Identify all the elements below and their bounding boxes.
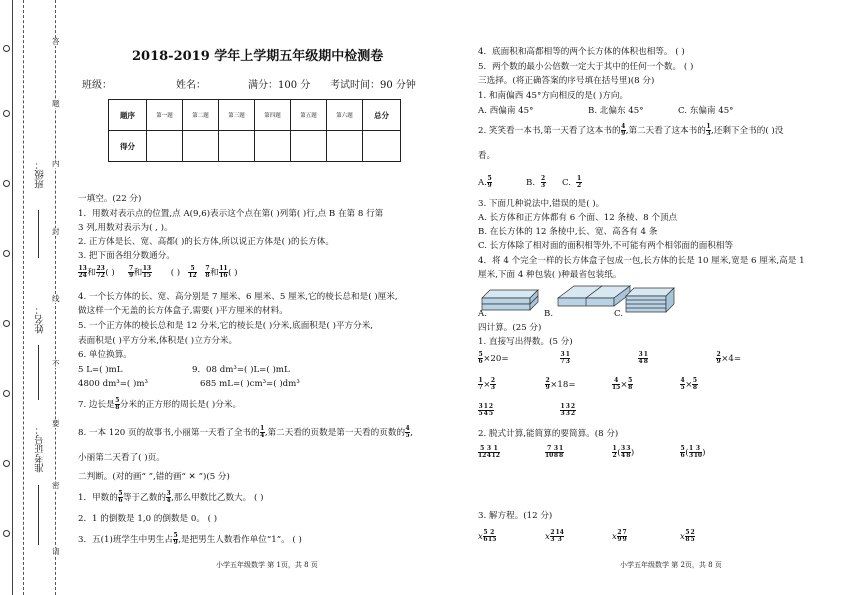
fraction: $\frac{13}{24}$ [78,265,87,279]
judge-item: 5．两个数的最小公倍数一定大于其中的任何一个数。 ( ) [478,62,694,72]
fraction: $\frac{13}{15}$ [142,265,152,279]
question-text: 3. 把下面各组分数通分。 [78,251,175,261]
fraction: $\frac{5}{6}$ [478,351,483,365]
choice-option: B. 在长方体的 12 条棱中,长、宽、高各有 4 条 [478,227,658,237]
calc-item [478,404,494,417]
fraction: $\frac{5}{8}$ [685,529,690,543]
fraction: $\frac{2}{5}$ [488,403,494,417]
fraction: $\frac{5}{9}$ [487,175,492,189]
score-col-header: 第六题 [327,100,363,131]
question-text-part: 3．五(1)班学生中男生占 [78,535,173,545]
question-text: 厘米,下面 4 种包装( )种最省包装纸。 [478,270,622,280]
question-text-part: ,是把男生人数看作单位“1”。 ( ) [178,535,302,545]
binding-hole [3,320,10,327]
unit-conversion: 4800 dm³=( )m³ [78,379,148,389]
question-text: 1．用数对表示点的位置,点 A(9,6)表示这个点在第( )列第( )行,点 B 在第 8 行第 [78,209,384,219]
fraction: $\frac{3}{4}$ [638,351,643,365]
question-text: 6. 单位换算。 [78,350,132,360]
fraction: $\frac{5}{6}$ [483,529,488,543]
package-option-label: C. [614,309,624,319]
section-title: 一填空。(22 分) [78,194,142,204]
seal-char: 内 [52,159,60,168]
fraction: $\frac{1}{2}$ [612,445,617,459]
option-letter: C. [562,178,572,188]
question-text: 4. 一个长方体的长、宽、高分别是 7 厘米、6 厘米、5 厘米,它的棱长总和是( )厘米, [78,292,398,302]
package-b-boxes [558,286,630,306]
judge-item: 4．底面积和高都相等的两个长方体的体积也相等。 ( ) [478,47,685,57]
question-text: 做这样一个无盖的长方体盒子,需要( )平方厘米的材料。 [78,306,288,316]
fraction-joiner: 和 [87,268,96,278]
question-text: 3. 下面几种说法中,错误的是( )。 [478,199,605,209]
calc-item [478,446,500,459]
answer-blank: ( ) [228,268,238,278]
fraction: $\frac{14}{3}$ [555,529,564,543]
fraction: $\frac{2}{2}$ [570,403,576,417]
binding-outer-line [12,0,13,595]
seal-char: 线 [52,294,60,303]
name-blank [38,345,39,400]
fraction: $\frac{5}{9}$ [173,532,178,546]
question-text-part: 7. 边长是 [78,400,115,410]
class-blank [38,210,39,258]
answer-blank: ( ) [105,268,115,278]
score-cell[interactable] [363,131,401,162]
fraction: $\frac{5}{12}$ [478,445,487,459]
judge-item [78,491,263,504]
fraction: $\frac{1}{4}$ [483,403,488,417]
fraction: $\frac{2}{5}$ [690,529,695,543]
fraction: $\frac{7}{10}$ [545,445,554,459]
question-text: 3 列,用数对表示为( , )。 [78,223,173,233]
fraction: $\frac{3}{5}$ [478,403,483,417]
fraction: $\frac{5}{8}$ [115,397,120,411]
binding-hole [3,250,10,257]
question-text-part: ,那么甲数比乙数大。 ( ) [171,493,264,503]
question-text-part: ,第二天看了这本书的 [625,126,706,136]
calc-item [560,404,576,417]
choice-option: A. 长方体和正方体都有 6 个面、12 条棱、8 个顶点 [478,213,678,223]
question-text: 1. 和南偏西 45°方向相反的是( )方向。 [478,91,629,101]
answer-blank: ( ) [170,268,181,278]
question-text: 表面积是( )平方分米,体积是( )立方分米。 [78,336,238,346]
fraction: $\frac{1}{2}$ [576,175,582,189]
package-options-figure [478,282,818,318]
calc-op: × [685,380,693,390]
fraction: $\frac{1}{3}$ [560,403,565,417]
calc-item: $\frac{1}{2}$ ( $\frac{3}{4}$ $\frac{3}{8}$ ) [612,445,635,459]
calc-item: $\frac{5}{6}$ ( $\frac{1}{3}$ $\frac{3}{10}$ ) [680,445,706,459]
exam-time: 考试时间：90 分钟 [330,80,416,91]
question-text: 4．将 4 个完全一样的长方体盒子包成一包,长方体的长是 10 厘米,宽是 6 厘米,高是 1 [478,256,805,266]
seal-char: 密 [52,481,60,490]
equation-item: x $\frac{5}{6}$ $\frac{2}{15}$ [478,529,497,543]
seal-char: 不 [52,359,60,368]
question-text-part: 2. 笑笑看一本书,第一天看了这本书的 [478,126,621,136]
fraction: $\frac{1}{8}$ [643,351,648,365]
question-text [78,398,241,411]
score-table-row-label: 题序 [109,100,147,131]
fraction: $\frac{5}{6}$ [118,490,123,504]
fraction: $\frac{3}{7}$ [560,351,565,365]
judge-item [78,533,302,546]
package-a-boxes [482,290,538,310]
equation-item: x $\frac{2}{3}$ $\frac{14}{3}$ [545,529,564,543]
fraction: $\frac{1}{12}$ [491,445,500,459]
equation-item: x $\frac{2}{9}$ $\frac{7}{9}$ [612,529,627,543]
binding-hole [3,45,10,52]
page-footer: 小学五年级数学 第 2页，共 8 页 [620,561,722,569]
question-text: 看。 [478,151,496,161]
fraction: $\frac{2}{3}$ [550,529,555,543]
score-cell[interactable] [255,131,291,162]
fraction: $\frac{1}{3}$ [706,123,711,137]
section-title: 四计算。(25 分) [478,323,542,333]
score-col-header: 第三题 [219,100,255,131]
calc-item [716,352,741,365]
page-footer: 小学五年级数学 第 1页，共 8 页 [216,561,318,569]
fraction: $\frac{7}{9}$ [128,265,134,279]
section-title: 三选择。(将正确答案的序号填在括号里)(8 分) [478,76,655,86]
binding-hole [3,530,10,537]
seal-char: 要 [52,419,60,428]
score-col-header: 总分 [363,100,401,131]
calc-op: ×20= [483,354,509,364]
question-text: 2. 正方体是长、宽、高都( )的长方体,所以说正方体是( )的长方体。 [78,237,334,247]
name-field: 姓名： [176,80,206,91]
page-title: 2018-2019 学年上学期五年级期中检测卷 [132,49,384,64]
score-col-header: 第四题 [255,100,291,131]
choice-option [526,176,546,189]
fraction: $\frac{3}{3}$ [565,403,570,417]
fraction: $\frac{3}{4}$ [621,445,626,459]
score-col-header: 第一题 [147,100,183,131]
fraction: $\frac{4}{15}$ [612,377,621,391]
fraction: $\frac{4}{9}$ [621,123,626,137]
question-text-part: 分米的正方形的周长是( )分米。 [119,400,242,410]
judge-item: 2．1 的倒数是 1,0 的倒数是 0。 ( ) [78,514,218,524]
calc-item [560,352,570,365]
fraction-joiner: 和 [133,268,143,278]
fraction-row [78,266,238,279]
fraction: $\frac{3}{4}$ [486,445,492,459]
fraction: $\frac{2}{9}$ [716,351,721,365]
fraction: $\frac{1}{3}$ [689,445,694,459]
question-text [478,124,783,137]
fraction: $\frac{3}{10}$ [693,445,703,459]
id-label: 准考证号： [35,425,46,473]
calc-item [478,352,509,365]
package-option-label: B. [544,309,554,319]
fraction: $\frac{1}{7}$ [478,377,483,391]
id-blank [38,485,39,545]
fraction: $\frac{1}{3}$ [565,351,570,365]
full-score: 满分：100 分 [248,80,311,91]
fraction: $\frac{3}{4}$ [166,490,171,504]
fraction: $\frac{2}{9}$ [617,529,622,543]
score-cell[interactable] [219,131,255,162]
fraction: $\frac{2}{3}$ [490,377,496,391]
fraction: $\frac{2}{15}$ [488,529,497,543]
fraction: $\frac{4}{5}$ [405,425,410,439]
choice-option: C. 长方体除了相对面的面积相等外,不可能有两个相邻面的面积相等 [478,241,734,251]
seal-char: 请 [52,547,60,556]
fraction: $\frac{5}{8}$ [628,377,633,391]
fraction: $\frac{3}{8}$ [553,445,559,459]
choice-option: C. 东偏南 45° [678,106,734,116]
question-text: 小丽第二天看了( )页。 [78,453,165,463]
question-text-part: ,第二天看的页数是第一天看的页数的 [264,428,406,438]
fraction: $\frac{1}{8}$ [559,445,564,459]
binding-hole [3,390,10,397]
calc-item: $\frac{1}{7}$ × $\frac{2}{3}$ [478,377,496,391]
calc-op: ×4= [721,354,742,364]
calc-item: $\frac{4}{15}$ × $\frac{5}{8}$ [612,377,633,391]
fraction: $\frac{2}{3}$ [541,175,546,189]
fraction: $\frac{5}{6}$ [680,445,685,459]
choice-option: A. 西偏南 45° [478,106,534,116]
score-cell[interactable] [183,131,219,162]
seal-char: 封 [52,227,60,236]
score-table [108,99,401,162]
fraction: $\frac{5}{8}$ [692,377,698,391]
package-option-label: A. [478,309,487,319]
question-text: 5. 一个正方体的棱长总和是 12 分米,它的棱长是( )分米,底面积是( )平方分米, [78,321,374,331]
question-text-part: ,还剩下全书的( )没 [711,126,784,136]
question-text-part: 等于乙数的 [123,493,167,503]
option-letter: A. [478,178,487,188]
fraction: $\frac{1}{4}$ [260,425,265,439]
choice-option [562,176,582,189]
equation-item: x $\frac{5}{8}$ $\frac{2}{5}$ [680,529,695,543]
calc-item [638,352,648,365]
question-text-part: , [410,428,413,438]
binding-hole [3,110,10,117]
section-title: 二判断。(对的画“ ”,错的画“ ✕ ”)(5 分) [78,472,230,482]
fraction: $\frac{2}{9}$ [545,377,550,391]
binding-hole [3,180,10,187]
name-label: 姓名： [35,305,46,334]
calc-item [680,378,698,391]
choice-option: B. 北偏东 45° [588,106,644,116]
fraction: $\frac{11}{16}$ [219,265,228,279]
question-text: 2. 脱式计算,能简算的要简算。(8 分) [478,429,619,439]
class-field: 班级： [82,80,112,91]
score-table-row-label: 得分 [109,131,147,162]
unit-conversion: 9．08 dm³=( )L=( )mL [192,365,290,375]
fraction: $\frac{3}{8}$ [626,445,631,459]
binding-dashed-line [23,0,24,595]
fraction: $\frac{23}{72}$ [96,265,105,279]
score-col-header: 第二题 [183,100,219,131]
fraction: $\frac{7}{8}$ [205,265,210,279]
calc-item [545,378,576,391]
question-text-part: 1．甲数的 [78,493,118,503]
question-text: 3. 解方程。(12 分) [478,511,553,521]
fraction: $\frac{7}{9}$ [622,529,627,543]
seal-char: 答 [52,37,60,46]
option-letter: B. [526,178,536,188]
choice-option [478,176,492,189]
unit-conversion: 5 L=( )mL [78,365,123,375]
question-text [78,426,413,439]
class-label: 班级： [35,160,46,189]
fraction: $\frac{5}{12}$ [188,265,197,279]
question-text-part: 8. 一本 120 页的故事书,小丽第一天看了全书的 [78,428,260,438]
binding-strip [0,0,64,595]
question-text: 1. 直接写出得数。(5 分) [478,337,573,347]
score-col-header: 第五题 [291,100,327,131]
calc-op: ×18= [550,380,576,390]
score-cell[interactable] [291,131,327,162]
score-cell[interactable] [147,131,183,162]
binding-hole [3,460,10,467]
unit-conversion: 685 mL=( )cm³=( )dm³ [200,379,300,389]
fraction-joiner: 和 [210,268,219,278]
seal-char: 题 [52,99,60,108]
calc-item [545,446,564,459]
score-cell[interactable] [327,131,363,162]
package-c-boxes [626,288,674,312]
fraction: $\frac{4}{5}$ [680,377,685,391]
